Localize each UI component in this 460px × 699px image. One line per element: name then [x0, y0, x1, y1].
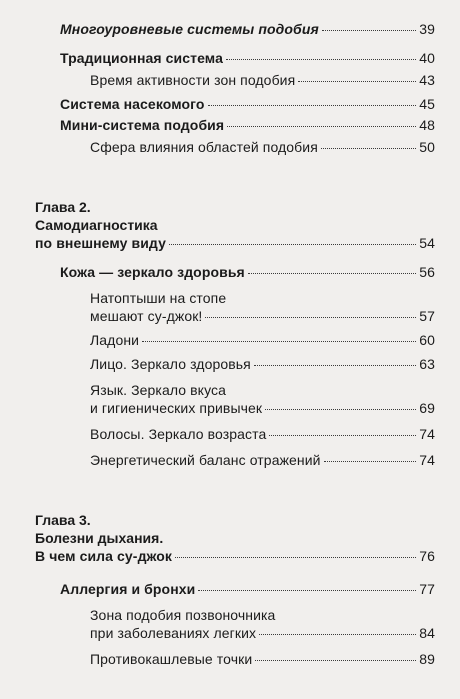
dot-leader [142, 341, 416, 342]
toc-page-number: 76 [419, 548, 435, 564]
toc-page-number: 50 [419, 139, 435, 155]
toc-entry-title: Традиционная система [60, 50, 223, 66]
toc-page-number: 39 [419, 21, 435, 37]
toc-entry[interactable] [60, 116, 435, 134]
dot-leader [259, 634, 416, 635]
chapter-title-line: Самодиагностика [35, 217, 158, 233]
toc-page-number: 74 [419, 452, 435, 468]
toc-entry[interactable] [60, 580, 435, 598]
toc-entry-title: Энергетический баланс отражений [90, 452, 321, 468]
toc-entry-title: Лицо. Зеркало здоровья [90, 356, 251, 372]
toc-page-number: 54 [419, 235, 435, 251]
toc-entry[interactable] [90, 451, 435, 469]
toc-page-number: 57 [419, 308, 435, 324]
toc-page-number: 63 [419, 356, 435, 372]
toc-entry[interactable] [90, 331, 435, 349]
toc-entry[interactable] [60, 95, 435, 113]
toc-entry-title: Мини-система подобия [60, 117, 225, 133]
toc-entry[interactable] [60, 49, 435, 67]
toc-entry-title-line: Зона подобия позвоночника [90, 607, 276, 623]
chapter-heading [35, 198, 158, 234]
toc-page-number: 74 [419, 426, 435, 442]
toc-entry-title: Система насекомого [60, 96, 205, 112]
toc-entry-title-line: Язык. Зеркало вкуса [90, 382, 226, 398]
dot-leader [321, 148, 416, 149]
toc-page-number: 69 [419, 400, 435, 416]
toc-entry[interactable] [90, 381, 435, 417]
toc-entry[interactable] [60, 20, 435, 38]
dot-leader [324, 461, 417, 462]
toc-entry[interactable] [90, 289, 435, 325]
dot-leader [322, 30, 416, 31]
toc-page-number: 60 [419, 332, 435, 348]
toc-entry-title: Кожа — зеркало здоровья [60, 264, 245, 280]
toc-entry[interactable] [90, 71, 435, 89]
toc-entry-title-line: при заболеваниях легких [90, 625, 257, 641]
toc-entry-title: Волосы. Зеркало возраста [90, 426, 267, 442]
dot-leader [198, 590, 416, 591]
toc-entry[interactable] [35, 547, 435, 565]
dot-leader [254, 365, 416, 366]
toc-page-number: 89 [419, 651, 435, 667]
toc-entry[interactable] [90, 355, 435, 373]
toc-page-number: 56 [419, 264, 435, 280]
chapter-label: Глава 2. [35, 199, 91, 215]
dot-leader [248, 273, 416, 274]
chapter-title-line: В чем сила су-джок [35, 548, 172, 564]
toc-entry-title: Ладони [90, 332, 140, 348]
toc-page-number: 77 [419, 581, 435, 597]
toc-page-number: 40 [419, 50, 435, 66]
toc-entry-title: Противокашлевые точки [90, 651, 253, 667]
toc-entry-title: Время активности зон подобия [90, 72, 296, 88]
dot-leader [298, 81, 416, 82]
dot-leader [265, 409, 416, 410]
toc-entry[interactable] [90, 425, 435, 443]
toc-entry-title: Сфера влияния областей подобия [90, 139, 318, 155]
chapter-title-line: по внешнему виду [35, 235, 166, 251]
toc-entry-title: Аллергия и бронхи [60, 581, 196, 597]
dot-leader [269, 435, 416, 436]
toc-entry[interactable] [90, 606, 435, 642]
toc-entry-title-line: Натоптыши на стопе [90, 290, 227, 306]
dot-leader [226, 59, 416, 60]
toc-entry[interactable] [90, 138, 435, 156]
dot-leader [175, 557, 416, 558]
chapter-heading [35, 511, 163, 547]
toc-page-number: 45 [419, 96, 435, 112]
toc-page-number: 43 [419, 72, 435, 88]
dot-leader [208, 105, 417, 106]
dot-leader [255, 660, 416, 661]
chapter-title-line: Болезни дыхания. [35, 530, 164, 546]
dot-leader [205, 317, 416, 318]
toc-page-number: 48 [419, 117, 435, 133]
dot-leader [227, 126, 416, 127]
toc-entry-title-line: мешают су-джок! [90, 308, 203, 324]
toc-entry[interactable] [35, 234, 435, 252]
toc-entry-title-line: и гигиенических привычек [90, 400, 263, 416]
toc-entry[interactable] [90, 650, 435, 668]
chapter-label: Глава 3. [35, 512, 91, 528]
dot-leader [169, 244, 416, 245]
toc-entry[interactable] [60, 263, 435, 281]
toc-page-number: 84 [419, 625, 435, 641]
toc-entry-title: Многоуровневые системы подобия [60, 21, 319, 37]
